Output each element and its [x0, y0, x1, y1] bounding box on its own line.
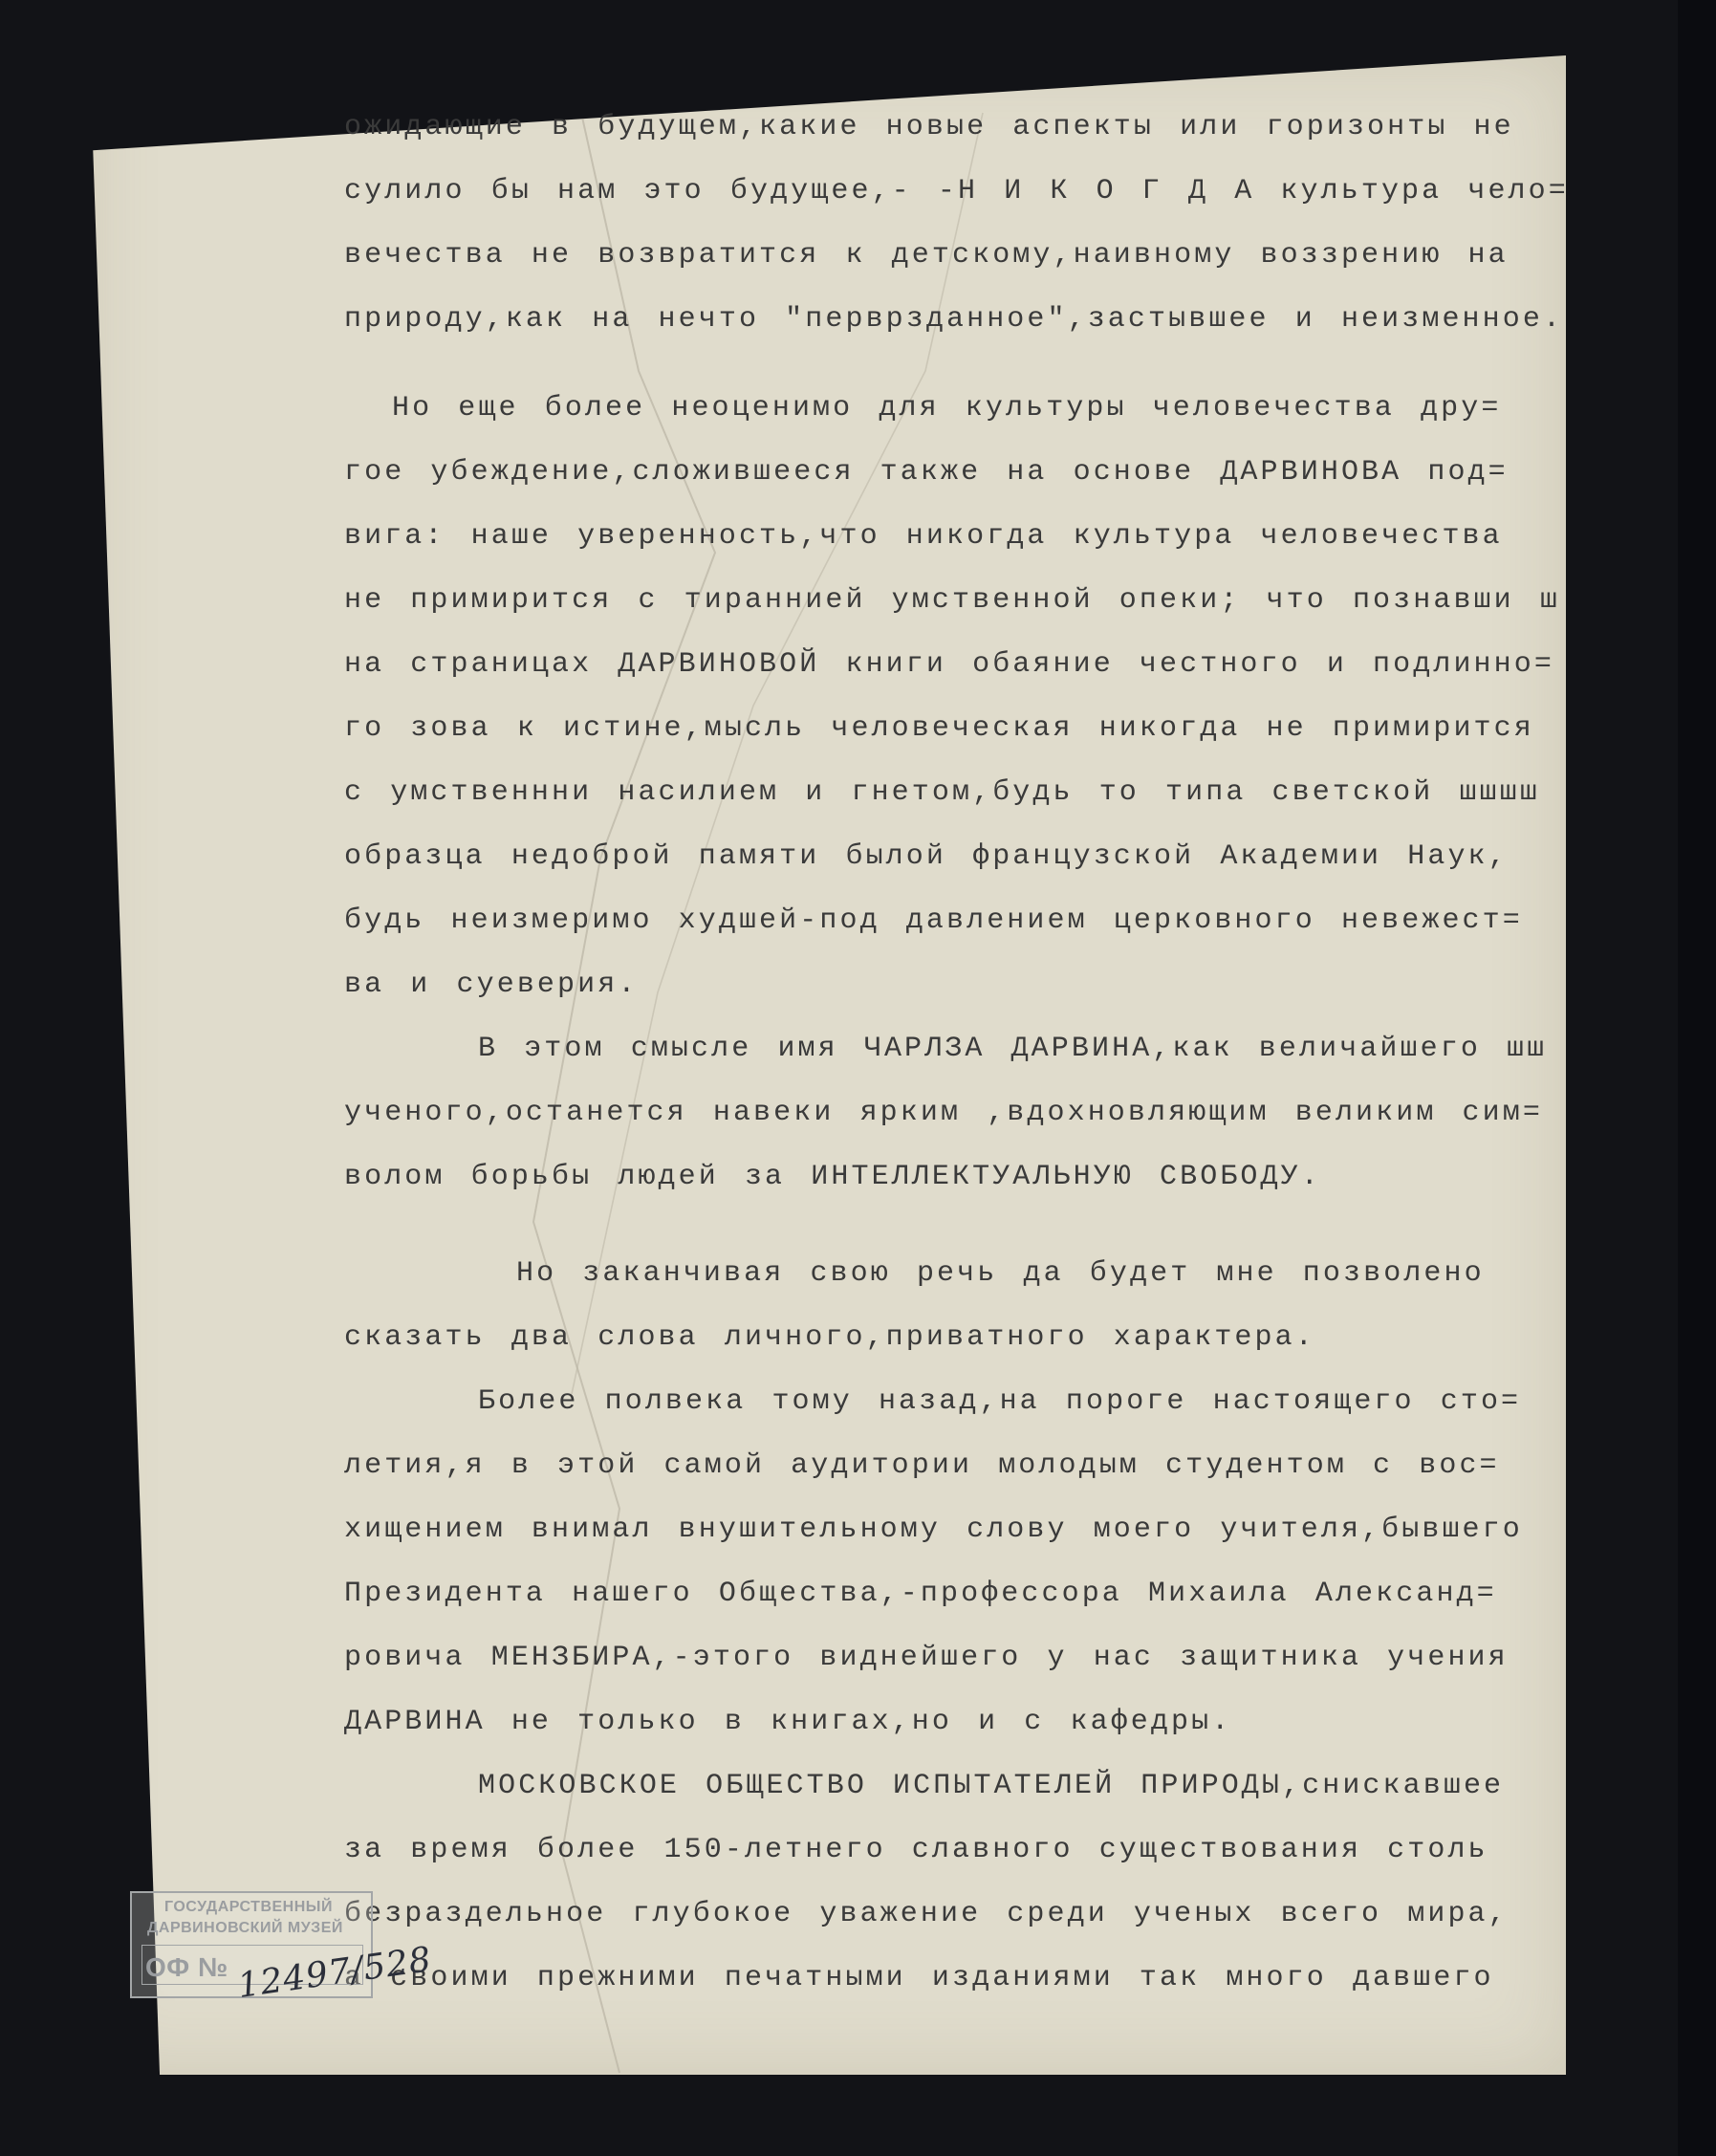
text-line: безраздельное глубокое уважение среди ученых всего мира,	[344, 1898, 1509, 1930]
text-line: вига: наше уверенность,что никогда культура человечества	[344, 520, 1503, 553]
text-line: волом борьбы людей за ИНТЕЛЛЕКТУАЛЬНУЮ СВОБОДУ.	[344, 1161, 1321, 1193]
text-line: образца недоброй памяти былой французской Академии Наук,	[344, 840, 1509, 873]
paragraph-6	[344, 1754, 1558, 2011]
paragraph-5	[344, 1370, 1558, 1754]
text-line: Но заканчивая свою речь да будет мне позволено	[516, 1257, 1485, 1290]
text-line: ровича МЕНЗБИРА,-этого виднейшего у нас защитника учения	[344, 1642, 1509, 1674]
text-line: Президента нашего Общества,-профессора Михаила Александ=	[344, 1578, 1497, 1610]
text-line: гое убеждение,сложившееся также на основе ДАРВИНОВА под=	[344, 456, 1509, 489]
paragraph-1	[344, 96, 1569, 352]
scanner-background	[1678, 0, 1716, 2156]
text-line: го зова к истине,мысль человеческая никогда не примирится	[344, 712, 1534, 745]
text-line: ученого,останется навеки ярким ,вдохновляющим великим сим=	[344, 1097, 1543, 1129]
text-line: а своими прежними печатными изданиями так много давшего	[344, 1962, 1494, 1994]
text-line: за время более 150-летнего славного существования столь	[344, 1834, 1488, 1866]
text-line: ДАРВИНА не только в книгах,но и с кафедры.	[344, 1706, 1232, 1738]
stamp-line-1: ГОСУДАРСТВЕННЫЙ	[164, 1899, 333, 1915]
text-line: на страницах ДАРВИНОВОЙ книги обаяние честного и подлинно=	[344, 648, 1554, 681]
paragraph-3	[344, 1017, 1558, 1209]
text-line: природу,как на нечто "перврзданное",застывшее и неизменное.	[344, 303, 1564, 336]
document-body	[344, 96, 1569, 2011]
text-line: ожидающие в будущем,какие новые аспекты или горизонты не	[344, 111, 1514, 143]
text-line: не примирится с тираннией умственной опеки; что познавши ш	[344, 584, 1560, 617]
text-line: сказать два слова личного,приватного характера.	[344, 1321, 1315, 1354]
text-line: МОСКОВСКОЕ ОБЩЕСТВО ИСПЫТАТЕЛЕЙ ПРИРОДЫ,снискавшее	[478, 1770, 1505, 1802]
text-line: сулило бы нам это будущее,- -Н И К О Г Д А культура чело=	[344, 175, 1569, 207]
paragraph-4	[344, 1242, 1558, 1370]
text-line: с умственнни насилием и гнетом,будь то типа светской шшшш	[344, 776, 1540, 809]
text-line: летия,я в этой самой аудитории молодым студентом с вос=	[344, 1449, 1500, 1482]
text-line: ва и суеверия.	[344, 969, 639, 1001]
handwritten-inventory-number: 12497/528	[235, 1939, 435, 2007]
text-line: В этом смысле имя ЧАРЛЗА ДАРВИНА,как величайшего шш	[478, 1033, 1548, 1065]
paragraph-2	[344, 377, 1558, 1017]
stamp-line-2: ДАРВИНОВСКИЙ МУЗЕЙ	[147, 1920, 343, 1936]
text-line: будь неизмеримо худшей-под давлением церковного невежест=	[344, 904, 1523, 937]
text-line: хищением внимал внушительному слову моего учителя,бывшего	[344, 1514, 1523, 1546]
text-line: вечества не возвратится к детскому,наивному воззрению на	[344, 239, 1509, 272]
text-line: Но еще более неоценимо для культуры человечества дру=	[392, 392, 1502, 425]
stamp-line-3: ОФ №	[145, 1952, 228, 1982]
text-line: Более полвека тому назад,на пороге настоящего сто=	[478, 1385, 1522, 1418]
